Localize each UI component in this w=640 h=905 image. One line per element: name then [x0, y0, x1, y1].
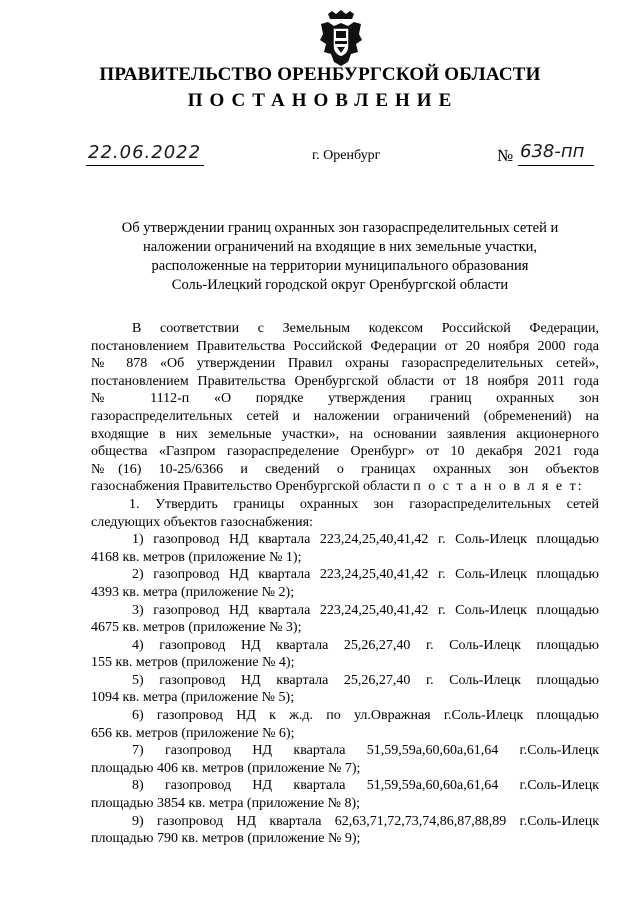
item-line: 4675 кв. метров (приложение № 3);	[91, 620, 302, 636]
preamble-line: постановлением Правительства Российской Федерации от 20 ноября 2000 года	[91, 338, 599, 354]
preamble-line: В соответствии с Земельным кодексом Российской Федерации,	[132, 321, 599, 336]
subject-line: наложении ограничений на входящие в них земельные участки,	[142, 239, 538, 255]
date-underline	[86, 165, 204, 166]
point-1-line: следующих объектов газоснабжения:	[91, 514, 313, 530]
item-line: 155 кв. метров (приложение № 4);	[91, 655, 295, 671]
preamble-line: газораспределительных сетей и наложении ограничений (обременений) на	[91, 408, 599, 424]
number-underline	[518, 165, 594, 166]
item-line: 4168 кв. метров (приложение № 1);	[91, 549, 302, 565]
item-line: 3) газопровод НД квартала 223,24,25,40,41,42 г. Соль-Илецк площадью	[132, 602, 599, 618]
item-line: 4) газопровод НД квартала 25,26,27,40 г. Соль-Илецк площадью	[132, 637, 599, 653]
preamble-line: постановлением Правительства Оренбургской области от 18 ноября 2011 года	[91, 373, 599, 389]
item-line: 2) газопровод НД квартала 223,24,25,40,41,42 г. Соль-Илецк площадью	[132, 567, 599, 583]
document-date: 22.06.2022	[88, 142, 202, 163]
item-line: 1) газопровод НД квартала 223,24,25,40,41,42 г. Соль-Илецк площадью	[132, 532, 599, 548]
item-line: площадью 790 кв. метров (приложение № 9);	[91, 831, 361, 847]
preamble-line: № 1112-п «О порядке утверждения границ охранных зон	[91, 391, 599, 407]
item-line: 6) газопровод НД к ж.д. по ул.Овражная г.Соль-Илецк площадью	[132, 708, 599, 724]
item-line: 656 кв. метров (приложение № 6);	[91, 725, 295, 741]
decree-word: п о с т а н о в л я е т:	[413, 479, 584, 495]
government-title: ПРАВИТЕЛЬСТВО ОРЕНБУРГСКОЙ ОБЛАСТИ	[99, 64, 541, 85]
item-line: 7) газопровод НД квартала 51,59,59а,60,60а,61,64 г.Соль-Илецк	[132, 743, 599, 759]
crest-graphic	[318, 10, 364, 68]
preamble-line: №(16) 10-25/6366 и сведений о границах охранных зон объектов	[91, 461, 599, 477]
preamble-line: входящие в них земельные участки», на основании заявления акционерного	[91, 426, 599, 442]
subject-line: Об утверждении границ охранных зон газораспределительных сетей и	[121, 220, 559, 236]
item-line: 4393 кв. метра (приложение № 2);	[91, 584, 295, 600]
document-subject	[90, 219, 590, 295]
item-line: 8) газопровод НД квартала 51,59,59а,60,60а,61,64 г.Соль-Илецк	[132, 778, 599, 794]
number-sign: №	[497, 146, 514, 165]
subject-line: расположенные на территории муниципального образования	[151, 258, 529, 274]
item-line: 5) газопровод НД квартала 25,26,27,40 г. Соль-Илецк площадью	[132, 672, 599, 688]
document-body	[91, 320, 599, 848]
item-line: 1094 кв. метра (приложение № 5);	[91, 690, 295, 706]
preamble-line: газоснабжения Правительство Оренбургской области	[91, 479, 410, 495]
preamble-line: № 878 «Об утверждении Правил охраны газораспределительных сетей»,	[91, 356, 599, 372]
preamble-last-line	[91, 478, 599, 496]
document-city: г. Оренбург	[312, 148, 381, 163]
preamble-line: общества «Газпром газораспределение Оренбург» от 10 декабря 2021 года	[91, 444, 599, 460]
document-type: ПОСТАНОВЛЕНИЕ	[187, 90, 459, 111]
item-line: площадью 406 кв. метров (приложение № 7);	[91, 760, 361, 776]
subject-line: Соль-Илецкий городской округ Оренбургской области	[171, 277, 509, 293]
document-number: 638-пп	[520, 141, 585, 162]
item-line: площадью 3854 кв. метра (приложение № 8);	[91, 796, 361, 812]
point-1-line: 1. Утвердить границы охранных зон газораспределительных сетей	[129, 496, 599, 512]
oblast-coat-of-arms-icon	[318, 10, 364, 68]
item-line: 9) газопровод НД квартала 62,63,71,72,73,74,86,87,88,89 г.Соль-Илецк	[132, 813, 599, 829]
